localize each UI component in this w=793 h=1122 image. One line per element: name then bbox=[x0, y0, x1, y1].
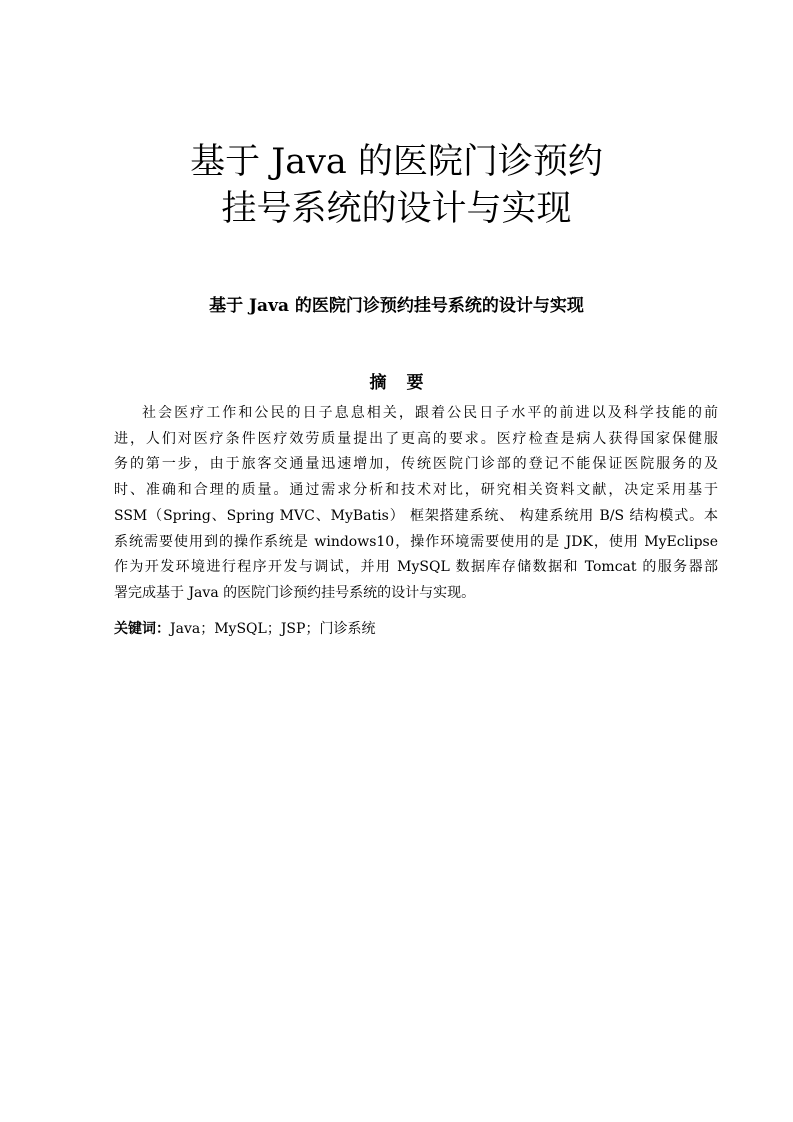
abstract-body bbox=[114, 401, 718, 607]
abstract-line: 进，人们对医疗条件医疗效劳质量提出了更高的要求。医疗检查是病人获得国家保健服 bbox=[114, 430, 718, 447]
main-title-line-2: 挂号系统的设计与实现 bbox=[221, 189, 572, 229]
abstract-line: 时、准确和合理的质量。通过需求分析和技术对比，研究相关资料文献，决定采用基于 bbox=[114, 482, 718, 499]
abstract-line: 系统需要使用到的操作系统是 windows10，操作环境需要使用的是 JDK，使用 MyEclipse bbox=[114, 533, 718, 550]
abstract-line: 务的第一步，由于旅客交通量迅速增加，传统医院门诊部的登记不能保证医院服务的及 bbox=[114, 456, 718, 473]
abstract-line: 作为开发环境进行程序开发与调试，并用 MySQL 数据库存储数据和 Tomcat 的服务器部 bbox=[114, 559, 718, 576]
abstract-line: 社会医疗工作和公民的日子息息相关，跟着公民日子水平的前进以及科学技能的前 bbox=[142, 405, 718, 421]
main-title-line-1: 基于 Java 的医院门诊预约 bbox=[190, 142, 603, 182]
keywords bbox=[114, 617, 718, 641]
abstract-line: SSM（Spring、Spring MVC、MyBatis） 框架搭建系统、 构建系统用 B/S 结构模式。本 bbox=[114, 507, 718, 524]
keywords-text: Java；MySQL；JSP；门诊系统 bbox=[170, 621, 376, 637]
abstract-heading: 摘要 bbox=[369, 373, 444, 393]
abstract-line: 署完成基于 Java 的医院门诊预约挂号系统的设计与实现。 bbox=[114, 584, 476, 601]
keywords-label: 关键词： bbox=[114, 621, 170, 637]
subtitle: 基于 Java 的医院门诊预约挂号系统的设计与实现 bbox=[209, 296, 584, 316]
